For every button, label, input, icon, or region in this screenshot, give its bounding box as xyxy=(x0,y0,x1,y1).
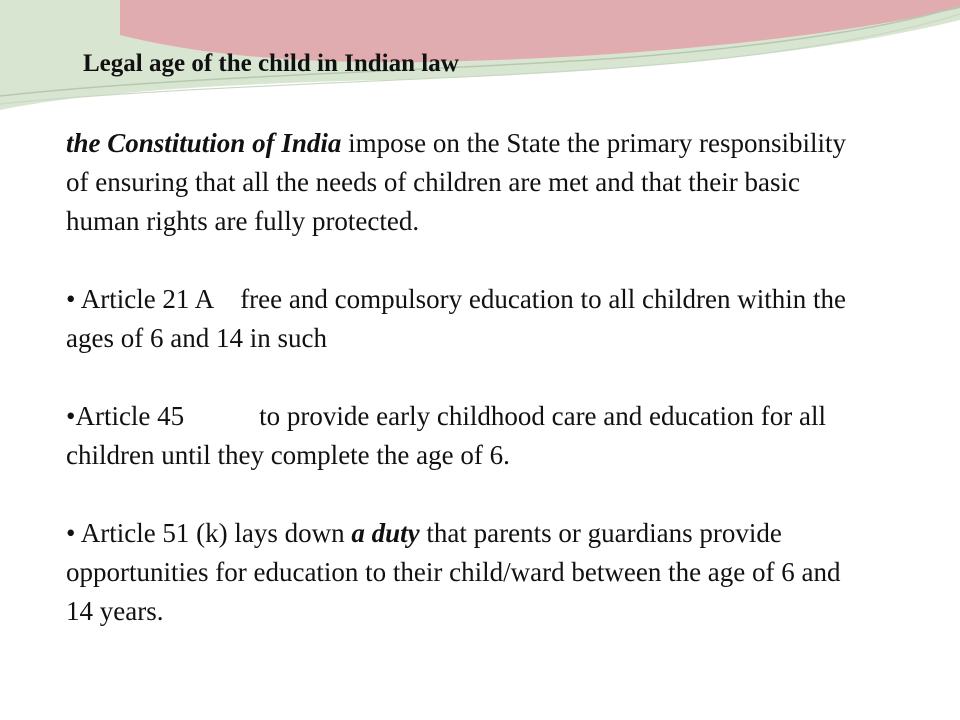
article-text-post: that parents or guardians provide opportunities for education to their child/ward between the age of 6 and 14 years. xyxy=(66,518,841,626)
article-text-pre: Article 51 (k) lays down xyxy=(75,518,352,548)
article-label: Article 45 xyxy=(75,401,185,431)
intro-text: impose on the State the primary responsibility of ensuring that all the needs of children are met and that their basic human rights are fully protected. xyxy=(66,128,847,236)
duty-emphasis: a duty xyxy=(351,518,420,548)
intro-paragraph xyxy=(66,124,866,241)
bullet-marker: • xyxy=(66,518,76,548)
article-text: free and compulsory education to all children within the ages of 6 and 14 in such xyxy=(66,284,846,353)
article-label: Article 21 A xyxy=(75,284,215,314)
bullet-marker: • xyxy=(66,284,76,314)
spacer xyxy=(66,475,866,514)
article-text: to provide early childhood care and education for all children until they complete the age of 6. xyxy=(66,401,826,470)
constitution-emphasis: the Constitution of India xyxy=(66,128,342,158)
bullet-article-51k xyxy=(66,514,866,631)
bullet-article-45 xyxy=(66,397,866,475)
spacer xyxy=(66,241,866,280)
spacer xyxy=(66,358,866,397)
bullet-marker: • xyxy=(66,401,76,431)
bullet-article-21a xyxy=(66,280,866,358)
slide-body xyxy=(66,124,866,631)
slide-heading: Legal age of the child in Indian law xyxy=(83,50,459,77)
